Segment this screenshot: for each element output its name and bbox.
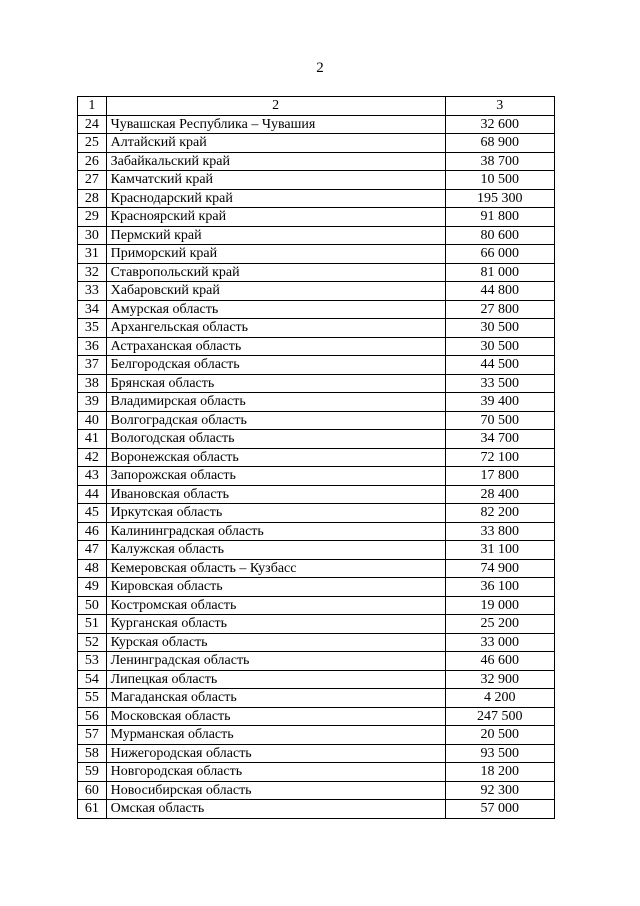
table-row — [78, 800, 555, 819]
region-value: 81 000 — [445, 263, 554, 282]
row-number: 52 — [78, 633, 107, 652]
region-value: 38 700 — [445, 152, 554, 171]
region-name: Забайкальский край — [106, 152, 445, 171]
table-row — [78, 652, 555, 671]
region-value: 195 300 — [445, 189, 554, 208]
region-value: 36 100 — [445, 578, 554, 597]
region-name: Архангельская область — [106, 319, 445, 338]
row-number: 53 — [78, 652, 107, 671]
region-value: 33 000 — [445, 633, 554, 652]
region-name: Волгоградская область — [106, 411, 445, 430]
region-value: 72 100 — [445, 448, 554, 467]
table-row — [78, 467, 555, 486]
region-value: 30 500 — [445, 319, 554, 338]
region-name: Краснодарский край — [106, 189, 445, 208]
table-row — [78, 430, 555, 449]
row-number: 43 — [78, 467, 107, 486]
region-name: Кировская область — [106, 578, 445, 597]
region-value: 28 400 — [445, 485, 554, 504]
table-row — [78, 374, 555, 393]
region-value: 17 800 — [445, 467, 554, 486]
header-col-3: 3 — [445, 97, 554, 116]
row-number: 25 — [78, 134, 107, 153]
region-value: 34 700 — [445, 430, 554, 449]
region-name: Ивановская область — [106, 485, 445, 504]
region-value: 247 500 — [445, 707, 554, 726]
row-number: 58 — [78, 744, 107, 763]
region-name: Ставропольский край — [106, 263, 445, 282]
region-value: 30 500 — [445, 337, 554, 356]
row-number: 30 — [78, 226, 107, 245]
table-row — [78, 744, 555, 763]
table-row — [78, 615, 555, 634]
row-number: 54 — [78, 670, 107, 689]
region-name: Вологодская область — [106, 430, 445, 449]
region-name: Ленинградская область — [106, 652, 445, 671]
table-row — [78, 319, 555, 338]
table-row — [78, 541, 555, 560]
region-value: 92 300 — [445, 781, 554, 800]
row-number: 36 — [78, 337, 107, 356]
region-name: Приморский край — [106, 245, 445, 264]
table-row — [78, 189, 555, 208]
region-name: Мурманская область — [106, 726, 445, 745]
header-col-1: 1 — [78, 97, 107, 116]
region-name: Московская область — [106, 707, 445, 726]
row-number: 41 — [78, 430, 107, 449]
header-col-2: 2 — [106, 97, 445, 116]
table-row — [78, 411, 555, 430]
region-value: 74 900 — [445, 559, 554, 578]
region-name: Калининградская область — [106, 522, 445, 541]
region-value: 31 100 — [445, 541, 554, 560]
regions-table — [77, 96, 555, 819]
table-row — [78, 448, 555, 467]
region-value: 25 200 — [445, 615, 554, 634]
row-number: 57 — [78, 726, 107, 745]
table-body — [78, 97, 555, 819]
table-row — [78, 596, 555, 615]
row-number: 27 — [78, 171, 107, 190]
region-value: 10 500 — [445, 171, 554, 190]
region-name: Запорожская область — [106, 467, 445, 486]
region-value: 19 000 — [445, 596, 554, 615]
table-row — [78, 670, 555, 689]
region-value: 66 000 — [445, 245, 554, 264]
region-name: Липецкая область — [106, 670, 445, 689]
region-value: 18 200 — [445, 763, 554, 782]
table-row — [78, 393, 555, 412]
region-value: 39 400 — [445, 393, 554, 412]
row-number: 49 — [78, 578, 107, 597]
region-name: Камчатский край — [106, 171, 445, 190]
region-value: 57 000 — [445, 800, 554, 819]
region-value: 91 800 — [445, 208, 554, 227]
table-row — [78, 726, 555, 745]
row-number: 34 — [78, 300, 107, 319]
region-name: Нижегородская область — [106, 744, 445, 763]
region-name: Магаданская область — [106, 689, 445, 708]
region-name: Калужская область — [106, 541, 445, 560]
table-row — [78, 559, 555, 578]
region-name: Амурская область — [106, 300, 445, 319]
table-row — [78, 485, 555, 504]
row-number: 56 — [78, 707, 107, 726]
region-name: Астраханская область — [106, 337, 445, 356]
region-name: Костромская область — [106, 596, 445, 615]
row-number: 24 — [78, 115, 107, 134]
table-row — [78, 522, 555, 541]
region-value: 32 900 — [445, 670, 554, 689]
row-number: 51 — [78, 615, 107, 634]
page-number: 2 — [316, 60, 324, 76]
region-name: Воронежская область — [106, 448, 445, 467]
table-row — [78, 633, 555, 652]
region-value: 44 800 — [445, 282, 554, 301]
region-name: Белгородская область — [106, 356, 445, 375]
table-header-row — [78, 97, 555, 116]
region-value: 4 200 — [445, 689, 554, 708]
row-number: 32 — [78, 263, 107, 282]
row-number: 47 — [78, 541, 107, 560]
region-name: Брянская область — [106, 374, 445, 393]
row-number: 26 — [78, 152, 107, 171]
table-row — [78, 152, 555, 171]
region-name: Красноярский край — [106, 208, 445, 227]
region-value: 27 800 — [445, 300, 554, 319]
table-row — [78, 300, 555, 319]
region-name: Иркутская область — [106, 504, 445, 523]
region-name: Пермский край — [106, 226, 445, 245]
row-number: 42 — [78, 448, 107, 467]
table-row — [78, 171, 555, 190]
row-number: 61 — [78, 800, 107, 819]
row-number: 38 — [78, 374, 107, 393]
table-row — [78, 208, 555, 227]
row-number: 46 — [78, 522, 107, 541]
region-name: Курская область — [106, 633, 445, 652]
region-value: 82 200 — [445, 504, 554, 523]
row-number: 40 — [78, 411, 107, 430]
region-value: 20 500 — [445, 726, 554, 745]
region-value: 68 900 — [445, 134, 554, 153]
table-row — [78, 689, 555, 708]
row-number: 50 — [78, 596, 107, 615]
table-row — [78, 337, 555, 356]
table-row — [78, 578, 555, 597]
region-name: Хабаровский край — [106, 282, 445, 301]
region-value: 46 600 — [445, 652, 554, 671]
region-value: 32 600 — [445, 115, 554, 134]
region-name: Курганская область — [106, 615, 445, 634]
region-name: Владимирская область — [106, 393, 445, 412]
region-name: Новосибирская область — [106, 781, 445, 800]
table-row — [78, 781, 555, 800]
table-row — [78, 356, 555, 375]
row-number: 45 — [78, 504, 107, 523]
region-value: 33 800 — [445, 522, 554, 541]
region-name: Кемеровская область – Кузбасс — [106, 559, 445, 578]
table-row — [78, 763, 555, 782]
region-value: 33 500 — [445, 374, 554, 393]
region-name: Новгородская область — [106, 763, 445, 782]
region-value: 70 500 — [445, 411, 554, 430]
region-value: 93 500 — [445, 744, 554, 763]
row-number: 55 — [78, 689, 107, 708]
row-number: 31 — [78, 245, 107, 264]
table-row — [78, 226, 555, 245]
row-number: 48 — [78, 559, 107, 578]
row-number: 44 — [78, 485, 107, 504]
table-row — [78, 134, 555, 153]
table-row — [78, 707, 555, 726]
row-number: 28 — [78, 189, 107, 208]
table-row — [78, 263, 555, 282]
row-number: 60 — [78, 781, 107, 800]
table-row — [78, 504, 555, 523]
region-value: 80 600 — [445, 226, 554, 245]
row-number: 59 — [78, 763, 107, 782]
table-row — [78, 115, 555, 134]
region-name: Омская область — [106, 800, 445, 819]
row-number: 39 — [78, 393, 107, 412]
table-row — [78, 245, 555, 264]
row-number: 33 — [78, 282, 107, 301]
row-number: 35 — [78, 319, 107, 338]
table-row — [78, 282, 555, 301]
row-number: 37 — [78, 356, 107, 375]
region-value: 44 500 — [445, 356, 554, 375]
row-number: 29 — [78, 208, 107, 227]
region-name: Чувашская Республика – Чувашия — [106, 115, 445, 134]
region-name: Алтайский край — [106, 134, 445, 153]
